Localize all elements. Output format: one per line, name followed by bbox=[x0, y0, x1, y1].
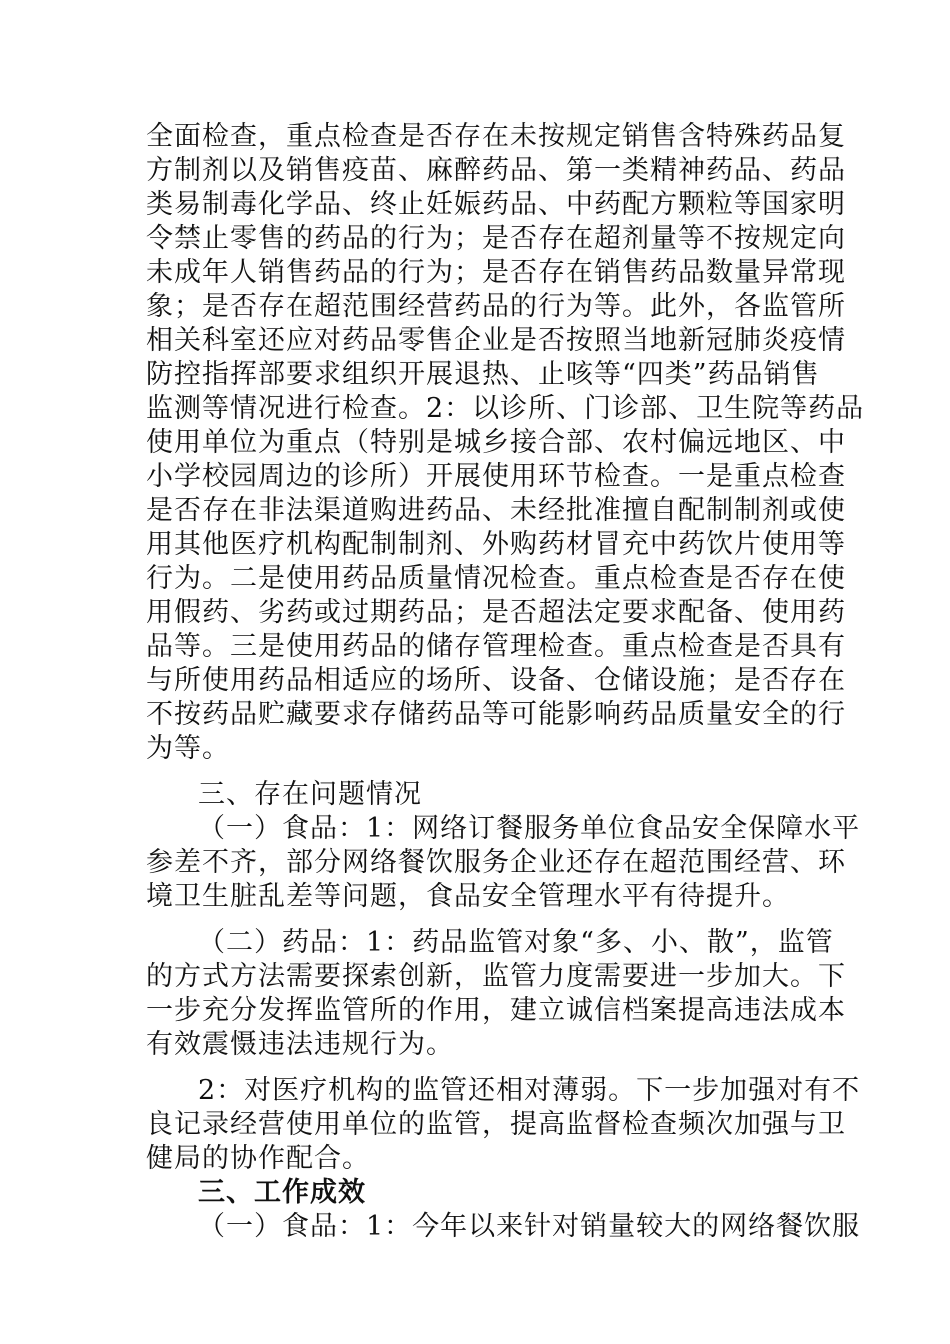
text-line: （一）食品：1：网络订餐服务单位食品安全保障水平 bbox=[198, 813, 861, 844]
section-heading: 三、存在问题情况 bbox=[198, 779, 422, 810]
text-line: 令禁止零售的药品的行为；是否存在超剂量等不按规定向 bbox=[146, 223, 846, 254]
text-line: 有效震慑违法违规行为。 bbox=[146, 1029, 454, 1060]
text-line: 一步充分发挥监管所的作用，建立诚信档案提高违法成本 bbox=[146, 995, 846, 1026]
text-line: 相关科室还应对药品零售企业是否按照当地新冠肺炎疫情 bbox=[146, 325, 846, 356]
text-line: 为等。 bbox=[146, 733, 230, 764]
text-line: 行为。二是使用药品质量情况检查。重点检查是否存在使 bbox=[146, 563, 846, 594]
text-line: 方制剂以及销售疫苗、麻醉药品、第一类精神药品、药品 bbox=[146, 155, 846, 186]
text-line: 监测等情况进行检查。2：以诊所、门诊部、卫生院等药品 bbox=[146, 393, 865, 424]
text-line: 与所使用药品相适应的场所、设备、仓储设施；是否存在 bbox=[146, 665, 846, 696]
text-line: 2：对医疗机构的监管还相对薄弱。下一步加强对有不 bbox=[198, 1075, 861, 1106]
text-line: 类易制毒化学品、终止妊娠药品、中药配方颗粒等国家明 bbox=[146, 189, 846, 220]
text-line: 未成年人销售药品的行为；是否存在销售药品数量异常现 bbox=[146, 257, 846, 288]
text-line: 参差不齐，部分网络餐饮服务企业还存在超范围经营、环 bbox=[146, 847, 846, 878]
text-line: 不按药品贮藏要求存储药品等可能影响药品质量安全的行 bbox=[146, 699, 846, 730]
text-line: 的方式方法需要探索创新，监管力度需要进一步加大。下 bbox=[146, 961, 846, 992]
section-heading: 三、工作成效 bbox=[198, 1177, 366, 1208]
text-line: 全面检查，重点检查是否存在未按规定销售含特殊药品复 bbox=[146, 121, 846, 152]
text-line: 小学校园周边的诊所）开展使用环节检查。一是重点检查 bbox=[146, 461, 846, 492]
text-line: 良记录经营使用单位的监管，提高监督检查频次加强与卫 bbox=[146, 1109, 846, 1140]
text-line: 用其他医疗机构配制制剂、外购药材冒充中药饮片使用等 bbox=[146, 529, 846, 560]
text-line: （一）食品：1：今年以来针对销量较大的网络餐饮服 bbox=[198, 1211, 861, 1242]
text-line: （二）药品：1：药品监管对象“多、小、散”，监管 bbox=[198, 927, 834, 958]
text-line: 品等。三是使用药品的储存管理检查。重点检查是否具有 bbox=[146, 631, 846, 662]
text-line: 使用单位为重点（特别是城乡接合部、农村偏远地区、中 bbox=[146, 427, 846, 458]
text-line: 是否存在非法渠道购进药品、未经批准擅自配制制剂或使 bbox=[146, 495, 846, 526]
text-line: 境卫生脏乱差等问题，食品安全管理水平有待提升。 bbox=[146, 881, 790, 912]
text-line: 健局的协作配合。 bbox=[146, 1143, 370, 1174]
text-line: 防控指挥部要求组织开展退热、止咳等“四类”药品销售 bbox=[146, 359, 820, 390]
text-line: 用假药、劣药或过期药品；是否超法定要求配备、使用药 bbox=[146, 597, 846, 628]
text-line: 象；是否存在超范围经营药品的行为等。此外，各监管所 bbox=[146, 291, 846, 322]
